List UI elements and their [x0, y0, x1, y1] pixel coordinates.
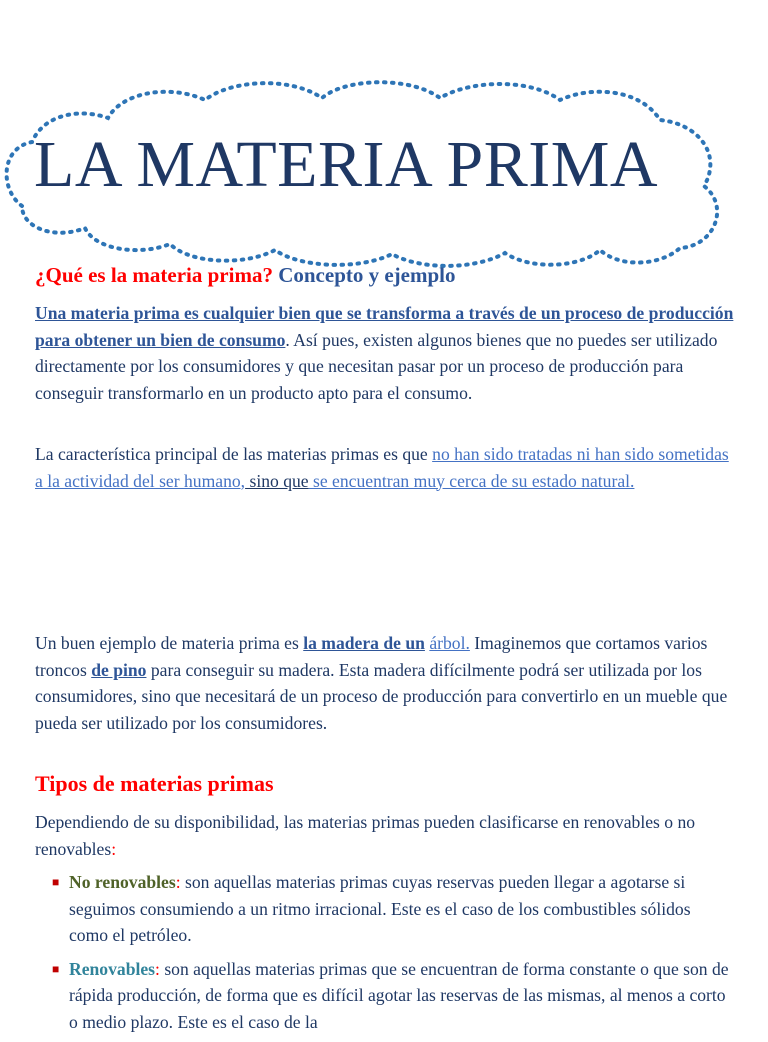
- paragraph-availability: [35, 809, 735, 862]
- bullet-icon: ■: [52, 875, 60, 889]
- term-renovables: Renovables: [69, 958, 156, 979]
- types-list: [0, 869, 768, 1042]
- example-link-madera[interactable]: la madera de un: [303, 633, 425, 653]
- definition-link[interactable]: Una materia prima es cualquier bien que se transforma a través de un proceso de producción para obtener un bien de consumo: [35, 303, 734, 350]
- paragraph-definition: [35, 300, 735, 406]
- example-intro: Un buen ejemplo de materia prima es: [35, 633, 304, 653]
- term-description: son aquellas materias primas que se encuentran de forma constante o que son de rápida producción, de forma que es difícil agotar las reservas de las mismas, al menos a corto o medio plazo. Este es el caso de la: [69, 958, 729, 1032]
- section-heading-concept: [35, 263, 456, 288]
- availability-text: Dependiendo de su disponibilidad, las materias primas pueden clasificarse en renovables o no renovables: [35, 812, 696, 859]
- example-link-arbol[interactable]: árbol.: [429, 633, 470, 653]
- page-title: LA MATERIA PRIMA: [34, 128, 659, 201]
- example-mid: Imaginemos que cortamos varios troncos: [35, 633, 708, 680]
- example-link-pino[interactable]: de pino: [91, 659, 147, 680]
- characteristic-mid: sino que: [245, 470, 309, 491]
- example-rest: para conseguir su madera. Esta madera difícilmente podrá ser utilizada por los consumidores, sino que necesitará de un proceso de producción para convertirlo en un mueble que pueda ser utilizado por los consumidores.: [35, 659, 728, 733]
- list-item-no-renovables: [0, 869, 729, 949]
- definition-rest: . Así pues, existen algunos bienes que no puedes ser utilizado directamente por los consumidores y que necesitan pasar por un proceso de producción para conseguir transformarlo en un producto apto para el consumo.: [35, 329, 718, 403]
- heading-question: ¿Qué es la materia prima?: [35, 263, 273, 287]
- bullet-icon: ■: [52, 961, 60, 976]
- paragraph-example: [35, 630, 735, 736]
- availability-colon: :: [111, 838, 117, 859]
- characteristic-link-2[interactable]: se encuentran muy cerca de su estado natural.: [308, 470, 635, 491]
- characteristic-link-1[interactable]: no han sido tratadas ni han sido sometidas a la actividad del ser humano,: [35, 444, 729, 491]
- term-no-renovables: No renovables: [69, 872, 176, 892]
- section-heading-tipos: Tipos de materias primas: [35, 771, 274, 796]
- heading-rest: Concepto y ejemplo: [272, 263, 456, 287]
- term-description: son aquellas materias primas cuyas reservas pueden llegar a agotarse si seguimos consumiendo a un ritmo irracional. Este es el caso de los combustibles sólidos como el petróleo.: [69, 872, 691, 945]
- term-colon: :: [155, 958, 160, 979]
- list-item-renovables: [0, 956, 729, 1036]
- term-colon: :: [175, 872, 181, 892]
- paragraph-characteristic: [35, 441, 735, 494]
- characteristic-intro: La característica principal de las materias primas es que: [35, 444, 433, 464]
